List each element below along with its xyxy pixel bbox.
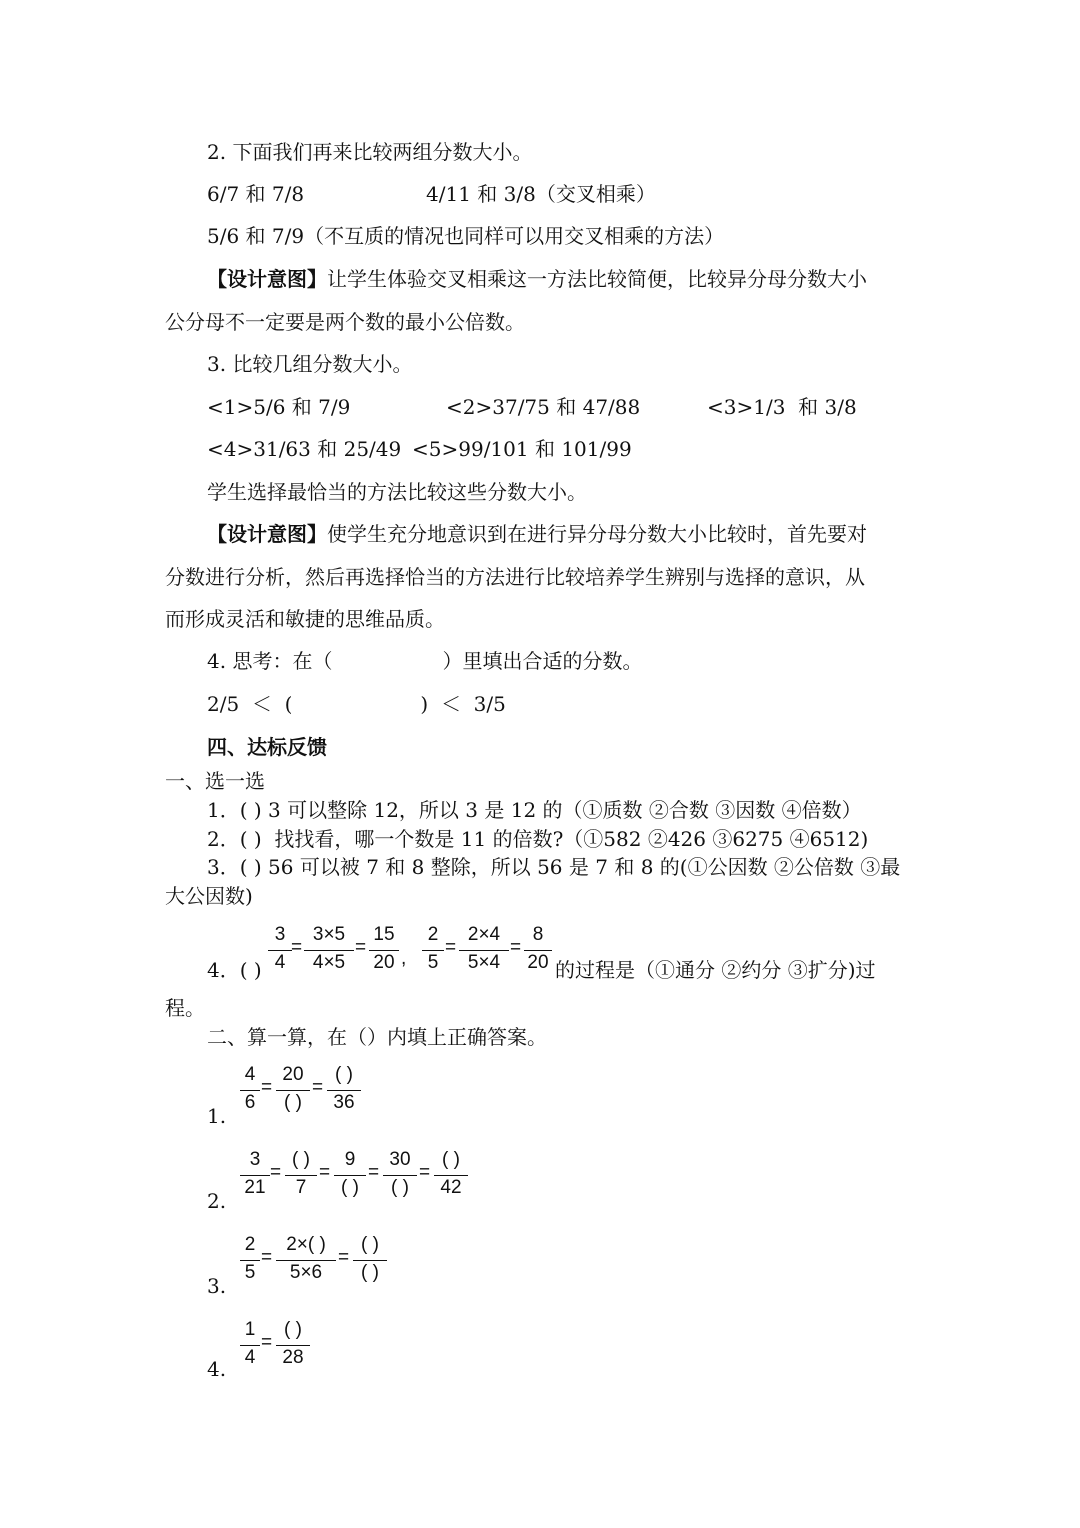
- question-1: 1．( ) 3 可以整除 12，所以 3 是 12 的（①质数 ②合数 ③因数 ④倍数）: [207, 798, 862, 822]
- calc-1-fractions: 4 6 = 20 ( ) = ( ) 36: [240, 1064, 370, 1118]
- calc-label-3: 3.: [207, 1274, 227, 1298]
- intent-label: 【设计意图】: [207, 522, 327, 546]
- design-intent-1-cont: 公分母不一定要是两个数的最小公倍数。: [165, 310, 525, 334]
- design-intent-1: 【设计意图】让学生体验交叉相乘这一方法比较简便，比较异分母分数大小: [207, 267, 867, 291]
- intent-label: 【设计意图】: [207, 267, 327, 291]
- equals-sign: =: [319, 1162, 331, 1183]
- design-intent-2: 【设计意图】使学生充分地意识到在进行异分母分数大小比较时，首先要对: [207, 522, 867, 546]
- section4-heading: 四、达标反馈: [207, 735, 327, 759]
- equals-sign: =: [270, 1162, 282, 1183]
- calc-3-fractions: 2 5 = 2×( ) 5×6 = ( ) ( ): [240, 1234, 400, 1288]
- design-intent-2-cont-1: 分数进行分析，然后再选择恰当的方法进行比较培养学生辨别与选择的意识，从: [165, 565, 865, 589]
- compare-3: <3>1/3 和 3/8: [707, 395, 857, 419]
- equals-sign: =: [291, 937, 303, 958]
- item3-title: 3. 比较几组分数大小。: [207, 352, 413, 376]
- design-intent-2-cont-2: 而形成灵活和敏捷的思维品质。: [165, 607, 445, 631]
- equals-sign: =: [338, 1247, 350, 1268]
- compare-1: <1>5/6 和 7/9: [207, 395, 351, 419]
- equals-sign: =: [368, 1162, 380, 1183]
- question-4-suffix: 的过程是（①通分 ②约分 ③扩分)过: [555, 958, 876, 982]
- choose-text: 学生选择最恰当的方法比较这些分数大小。: [207, 480, 587, 504]
- compare-5: <5>99/101 和 101/99: [412, 437, 632, 461]
- q4-fraction-chain: 3 4 = 3×5 4×5 = 15 20 , 2 5 = 2×4 5×4 = 8 20: [268, 924, 558, 978]
- question-2: 2．( ) 找找看，哪一个数是 11 的倍数?（①582 ②426 ③6275 ④6512): [207, 827, 869, 851]
- question-3-cont: 大公因数): [165, 884, 253, 908]
- compare-4: <4>31/63 和 25/49: [207, 437, 402, 461]
- equals-sign: =: [261, 1332, 273, 1353]
- calc-label-4: 4.: [207, 1357, 227, 1381]
- equals-sign: =: [355, 937, 367, 958]
- compare-2: <2>37/75 和 47/88: [446, 395, 641, 419]
- calc-4-fractions: 1 4 = ( ) 28: [240, 1319, 340, 1373]
- equals-sign: =: [419, 1162, 431, 1183]
- comma: ,: [401, 948, 407, 969]
- inequality: 2/5 ＜ ( ) ＜ 3/5: [207, 692, 506, 716]
- question-3: 3．( ) 56 可以被 7 和 8 整除，所以 56 是 7 和 8 的(①公因数 ②公倍数 ③最: [207, 855, 901, 879]
- calc-label-2: 2.: [207, 1189, 227, 1213]
- equals-sign: =: [312, 1077, 324, 1098]
- equals-sign: =: [445, 937, 457, 958]
- pair-c: 5/6 和 7/9（不互质的情况也同样可以用交叉相乘的方法）: [207, 224, 725, 248]
- item4-question: 4. 思考：在（ ）里填出合适的分数。: [207, 649, 643, 673]
- question-4-prefix: 4．( ): [207, 958, 262, 982]
- equals-sign: =: [261, 1247, 273, 1268]
- equals-sign: =: [510, 937, 522, 958]
- part2-title: 二、算一算，在（）内填上正确答案。: [207, 1025, 547, 1049]
- pair-a: 6/7 和 7/8: [207, 182, 305, 206]
- calc-label-1: 1.: [207, 1104, 227, 1128]
- part1-title: 一、选一选: [165, 769, 265, 793]
- question-4-end: 程。: [165, 996, 205, 1020]
- calc-2-fractions: 3 21 = ( ) 7 = 9 ( ) = 30 ( ) = ( ) 42: [240, 1149, 480, 1203]
- item2-title: 2. 下面我们再来比较两组分数大小。: [207, 140, 533, 164]
- pair-b: 4/11 和 3/8（交叉相乘）: [426, 182, 656, 206]
- equals-sign: =: [261, 1077, 273, 1098]
